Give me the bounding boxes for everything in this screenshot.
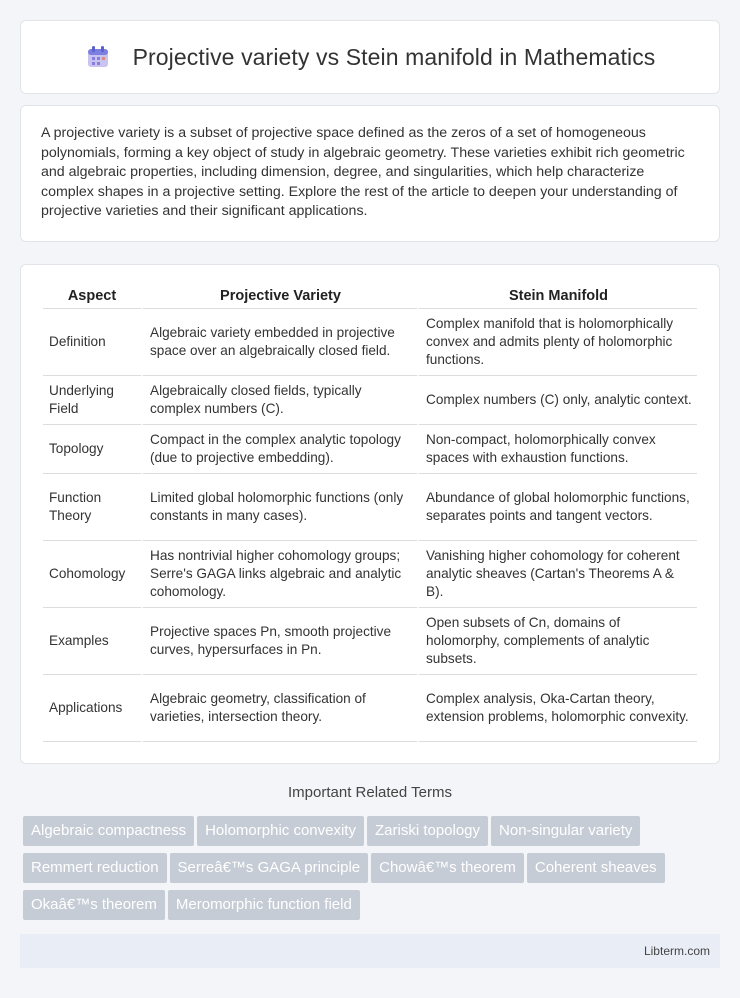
row-projective-variety: Algebraic geometry, classification of varieties, intersection theory. bbox=[141, 675, 417, 742]
header-stein-manifold: Stein Manifold bbox=[417, 285, 697, 309]
table-row bbox=[43, 541, 697, 608]
row-stein-manifold: Vanishing higher cohomology for coherent analytic sheaves (Cartan's Theorems A & B). bbox=[417, 541, 697, 608]
related-term-tag[interactable]: Meromorphic function field bbox=[168, 890, 360, 920]
related-term-tag[interactable]: Chowâ€™s theorem bbox=[371, 853, 524, 883]
comparison-table bbox=[43, 285, 697, 742]
row-aspect: Examples bbox=[43, 608, 141, 675]
row-projective-variety: Compact in the complex analytic topology (due to projective embedding). bbox=[141, 425, 417, 474]
related-term-tag[interactable]: Zariski topology bbox=[367, 816, 488, 846]
footer bbox=[20, 934, 720, 968]
row-aspect: Topology bbox=[43, 425, 141, 474]
row-projective-variety: Projective spaces Pn, smooth projective curves, hypersurfaces in Pn. bbox=[141, 608, 417, 675]
related-term-tag[interactable]: Remmert reduction bbox=[23, 853, 167, 883]
comparison-card bbox=[20, 264, 720, 764]
page-title: Projective variety vs Stein manifold in Mathematics bbox=[132, 43, 656, 70]
row-projective-variety: Algebraically closed fields, typically complex numbers (C). bbox=[141, 376, 417, 425]
header-projective-variety: Projective Variety bbox=[141, 285, 417, 309]
table-row bbox=[43, 608, 697, 675]
table-row bbox=[43, 675, 697, 742]
intro-text: A projective variety is a subset of projective space defined as the zeros of a set of homogeneous polynomials, forming a key object of study in algebraic geometry. These varieties exhibit rich geometric and algebraic properties, including dimension, degree, and singularities, which help characterize complex shapes in a projective setting. Explore the rest of the article to deepen your understanding of projective varieties and their significant applications. bbox=[41, 125, 685, 220]
table-row bbox=[43, 376, 697, 425]
calendar-icon bbox=[85, 44, 111, 70]
related-terms-title: Important Related Terms bbox=[288, 784, 452, 801]
row-aspect: Cohomology bbox=[43, 541, 141, 608]
table-row bbox=[43, 474, 697, 541]
row-aspect: Function Theory bbox=[43, 474, 141, 541]
related-term-tag[interactable]: Algebraic compactness bbox=[23, 816, 194, 846]
row-projective-variety: Limited global holomorphic functions (only constants in many cases). bbox=[141, 474, 417, 541]
row-stein-manifold: Abundance of global holomorphic functions, separates points and tangent vectors. bbox=[417, 474, 697, 541]
related-term-tag[interactable]: Holomorphic convexity bbox=[197, 816, 364, 846]
table-row bbox=[43, 309, 697, 376]
related-term-tag[interactable]: Coherent sheaves bbox=[527, 853, 665, 883]
related-term-tag[interactable]: Non-singular variety bbox=[491, 816, 640, 846]
row-projective-variety: Algebraic variety embedded in projective space over an algebraically closed field. bbox=[141, 309, 417, 376]
table-header-row bbox=[43, 285, 697, 309]
row-stein-manifold: Non-compact, holomorphically convex spaces with exhaustion functions. bbox=[417, 425, 697, 474]
row-aspect: Underlying Field bbox=[43, 376, 141, 425]
related-term-tag[interactable]: Okaâ€™s theorem bbox=[23, 890, 165, 920]
row-aspect: Definition bbox=[43, 309, 141, 376]
table-row bbox=[43, 425, 697, 474]
row-projective-variety: Has nontrivial higher cohomology groups; Serre's GAGA links algebraic and analytic cohomology. bbox=[141, 541, 417, 608]
related-term-tag[interactable]: Serreâ€™s GAGA principle bbox=[170, 853, 369, 883]
row-stein-manifold: Complex manifold that is holomorphically convex and admits plenty of holomorphic functions. bbox=[417, 309, 697, 376]
header-card bbox=[20, 20, 720, 94]
row-stein-manifold: Open subsets of Cn, domains of holomorphy, complements of analytic subsets. bbox=[417, 608, 697, 675]
related-terms-list bbox=[23, 816, 723, 927]
intro-card bbox=[20, 105, 720, 242]
row-aspect: Applications bbox=[43, 675, 141, 742]
row-stein-manifold: Complex analysis, Oka-Cartan theory, extension problems, holomorphic convexity. bbox=[417, 675, 697, 742]
footer-site-link[interactable]: Libterm.com bbox=[643, 944, 710, 958]
row-stein-manifold: Complex numbers (C) only, analytic context. bbox=[417, 376, 697, 425]
header-aspect: Aspect bbox=[43, 285, 141, 309]
